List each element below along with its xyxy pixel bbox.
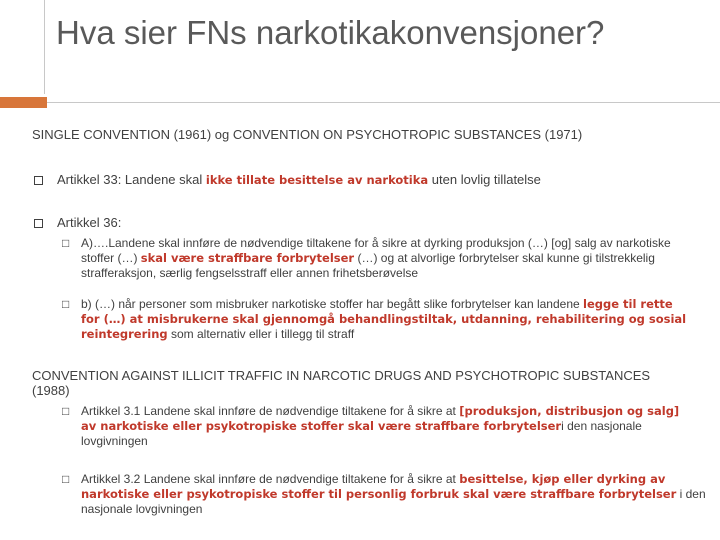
- article-3-1-text: Artikkel 3.1 Landene skal innføre de nødvendige tiltakene for å sikre at: [81, 404, 460, 418]
- article-3-2-text-end: i den nasjonale lovgivningen: [81, 487, 706, 516]
- bullet-icon: [34, 219, 43, 228]
- article-33: [57, 172, 707, 188]
- article-36a: [81, 236, 706, 281]
- article-36b-text-end: som alternativ eller i tillegg til straff: [167, 327, 355, 341]
- sub-bullet-icon: □: [62, 236, 70, 250]
- sub-bullet-icon: □: [62, 404, 70, 418]
- article-33-text: Artikkel 33: Landene skal: [57, 172, 206, 187]
- article-33-text-end: uten lovlig tillatelse: [428, 172, 541, 187]
- accent-bar: [0, 97, 47, 108]
- article-36a-text: A)….Landene skal innføre de nødvendige tiltakene for å sikre at dyrking produksjon (…) [og] salg av narkotiske stoffer (…): [81, 236, 671, 265]
- bullet-icon: [34, 176, 43, 185]
- article-3-1-text-end: i den nasjonale lovgivningen: [81, 419, 642, 448]
- page-title: Hva sier FNs narkotikakonvensjoner?: [56, 14, 605, 51]
- article-36b-highlight: legge til rette for (…) at misbrukerne skal gjennomgå behandlingstiltak, utdanning, rehabilitering og sosial reintegrering: [81, 297, 687, 341]
- article-33-highlight: ikke tillate besittelse av narkotika: [205, 173, 429, 187]
- header-rule: [47, 102, 720, 103]
- article-36b: [81, 297, 693, 342]
- article-3-1-highlight: [produksjon, distribusjon og salg] av narkotiske eller psykotropiske stoffer skal være straffbare forbrytelser: [81, 404, 680, 433]
- article-3-2: [81, 472, 706, 517]
- section-heading-1: SINGLE CONVENTION (1961) og CONVENTION ON PSYCHOTROPIC SUBSTANCES (1971): [32, 127, 583, 142]
- article-36a-text-end: (…) og at alvorlige forbrytelser skal kunne gi tilstrekkelig strafferaksjon, særlig fengselsstraff eller annen frihetsberøvelse: [81, 251, 655, 280]
- article-36b-text: b) (…) når personer som misbruker narkotiske stoffer har begått slike forbrytelser kan landene: [81, 297, 583, 311]
- article-3-1: [81, 404, 693, 449]
- article-36-heading: Artikkel 36:: [57, 215, 122, 230]
- sub-bullet-icon: □: [62, 297, 70, 311]
- sub-bullet-icon: □: [62, 472, 70, 486]
- article-3-2-highlight: besittelse, kjøp eller dyrking av narkotiske eller psykotropiske stoffer til personlig forbruk skal være straffbare forbrytelser: [81, 472, 677, 501]
- section-heading-2: CONVENTION AGAINST ILLICIT TRAFFIC IN NARCOTIC DRUGS AND PSYCHOTROPIC SUBSTANCES (1988): [32, 368, 651, 398]
- article-36a-highlight: skal være straffbare forbrytelser: [140, 251, 355, 265]
- article-3-2-text: Artikkel 3.2 Landene skal innføre de nødvendige tiltakene for å sikre at: [81, 472, 460, 486]
- title-divider-line: [44, 0, 45, 94]
